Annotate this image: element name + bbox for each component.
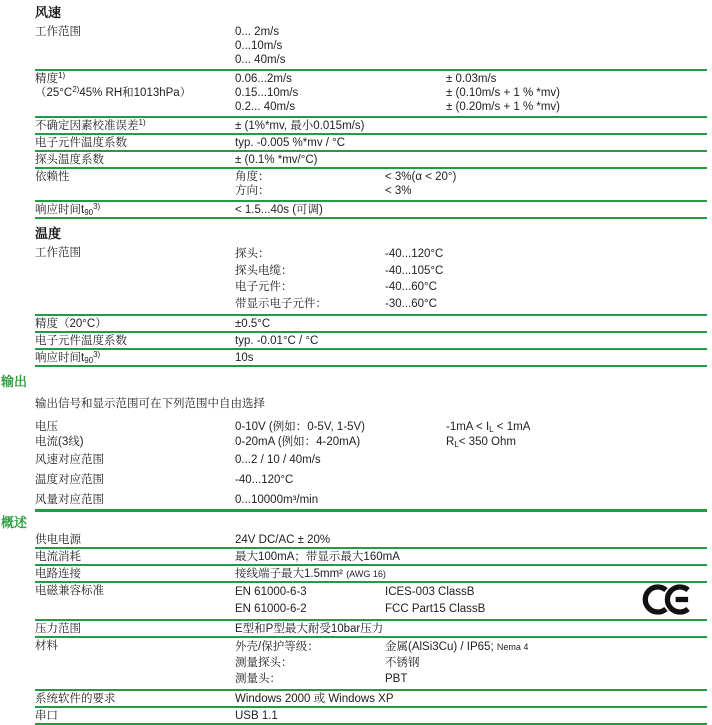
sub-value: 不锈钢 [385, 657, 420, 669]
sub-row [235, 263, 707, 280]
footnote-marker: 2) [72, 85, 80, 94]
spec-row-uncertainty [35, 118, 707, 135]
row-value: ± (0.1% *mv/°C) [235, 153, 318, 166]
row-value: -40...120°C [235, 474, 294, 486]
sub-value: -40...60°C [385, 281, 437, 293]
sub-value: -30...60°C [385, 297, 437, 310]
spec-row-response-time [35, 202, 707, 219]
subscript: 90 [84, 207, 94, 217]
spec-row-serial-port [35, 708, 707, 725]
row-label: 依赖性 [35, 171, 70, 183]
row-label: 电子元件温度系数 [35, 136, 127, 149]
sub-label: 带显示电子元件： [235, 297, 327, 310]
row-values [235, 584, 707, 617]
row-value: 24V DC/AC ± 20% [235, 533, 331, 546]
value-line: 0.2... 40m/s [235, 101, 296, 113]
row-label: 响应时间$t_{90}^{3)}$ [35, 349, 101, 365]
sub-value: < 3%(α < 20°) [385, 171, 457, 183]
sub-row [235, 184, 707, 198]
row-label: 电流(3线) [35, 435, 84, 448]
spec-row-temp-map-range [35, 469, 707, 489]
spec-row-power-supply [35, 532, 707, 549]
subscript: 90 [84, 355, 94, 365]
nema-note: Nema 4 [496, 642, 529, 652]
sub-row [235, 246, 707, 263]
sub-row [235, 639, 707, 655]
row-label: 电路连接 [35, 567, 81, 580]
row-label: 电流消耗 [35, 550, 81, 563]
emc-standard: EN 61000-6-2 [235, 602, 307, 615]
row-value: typ. -0.01°C / °C [235, 334, 319, 347]
section-title-general: 概述 [1, 515, 28, 530]
subscript: L [454, 439, 459, 449]
row-value: typ. -0.005 %*mv / °C [235, 136, 346, 149]
row-label: 材料 [35, 640, 58, 652]
spec-row-probe-tempco [35, 152, 707, 169]
spec-row-voltage [35, 419, 707, 434]
row-label: 不确定因素校准误差$^{1)}$ [35, 117, 146, 132]
spec-row-pressure [35, 621, 707, 638]
row-label: 串口 [35, 709, 58, 722]
row-label: 工作范围 [35, 247, 81, 259]
section-title-output: 输出 [1, 374, 28, 389]
sub-label: 探头： [235, 248, 270, 260]
spec-row-wind-range [35, 24, 707, 71]
row-label: 电磁兼容标准 [35, 585, 104, 597]
row-note: $R_L< 350$ Ohm [446, 435, 516, 449]
sub-value: 金属(AlSi3Cu) / IP65; Nema 4 [385, 641, 529, 653]
note-line: ± (0.20m/s + 1 % *mv) [446, 101, 560, 113]
row-note: $-1mA < I_L < 1mA$ [446, 420, 531, 434]
row-values [235, 72, 446, 114]
sub-value: -40...105°C [385, 264, 444, 277]
sub-value: -40...120°C [385, 248, 444, 260]
spec-row-software [35, 691, 707, 708]
row-value: ± (1%*mv, 最小0.015m/s) [235, 119, 365, 132]
row-values [235, 170, 707, 198]
row-label: 供电电源 [35, 533, 81, 546]
row-value: 10s [235, 351, 254, 364]
spec-row-temp-response [35, 350, 707, 367]
spec-row-elec-tempco [35, 135, 707, 152]
sub-label: 角度： [235, 171, 270, 183]
row-label: 压力范围 [35, 622, 81, 635]
sub-row [235, 584, 707, 601]
sub-label: 探头电缆： [235, 264, 293, 277]
subscript: L [489, 424, 494, 434]
footnote-marker: 1) [138, 117, 146, 127]
spec-row-temp-tempco [35, 333, 707, 350]
spec-row-emc [35, 583, 707, 621]
label-line: 精度$^{1)}$ [35, 71, 66, 85]
value-line: 0... 40m/s [235, 54, 286, 66]
row-notes [446, 72, 707, 114]
row-label: 风量对应范围 [35, 494, 104, 506]
value-line: 0... 2m/s [235, 26, 280, 38]
row-values [235, 246, 707, 312]
ce-mark-icon [641, 584, 691, 619]
note-line: ± (0.10m/s + 1 % *mv) [446, 87, 560, 99]
spec-row-wiring [35, 566, 707, 583]
row-label: 系统软件的要求 [35, 692, 116, 705]
value-line: 0.15...10m/s [235, 87, 299, 99]
sub-value: < 3% [385, 185, 412, 197]
row-value: 最大100mA；带显示最大160mA [235, 550, 400, 563]
spec-row-wind-accuracy [35, 71, 707, 118]
sub-row [235, 279, 707, 296]
row-label: 精度（20°C） [35, 317, 107, 330]
row-value: 0...10000m³/min [235, 494, 319, 506]
row-value: ±0.5°C [235, 317, 271, 330]
emc-standard-note: ICES-003 ClassB [385, 586, 475, 598]
footnote-marker: 3) [93, 349, 101, 359]
row-label: 风速对应范围 [35, 454, 104, 466]
spec-row-current [35, 434, 707, 449]
row-value: 0-20mA (例如：4-20mA) [235, 435, 361, 448]
spec-row-flow-map-range [35, 489, 707, 512]
row-label: 响应时间$t_{90}^{3)}$ [35, 201, 101, 217]
row-label: 温度对应范围 [35, 474, 104, 486]
row-label: 电子元件温度系数 [35, 334, 127, 347]
sub-row [235, 655, 707, 671]
row-value: 接线端子最大1.5mm² (AWG 16) [235, 567, 386, 580]
row-value: Windows 2000 或 Windows XP [235, 692, 394, 705]
sub-row [235, 601, 707, 618]
sub-label: 测量头： [235, 673, 281, 685]
sub-label: 外壳/保护等级： [235, 641, 319, 653]
wiring-awg-note: (AWG 16) [346, 568, 386, 579]
section-title-wind-speed: 风速 [35, 5, 62, 20]
row-value: USB 1.1 [235, 709, 278, 722]
spec-row-dependency [35, 169, 707, 202]
emc-standard-note: FCC Part15 ClassB [385, 602, 486, 615]
sub-label: 方向： [235, 185, 270, 197]
row-value: < 1.5...40s (可调) [235, 203, 323, 216]
output-intro-text: 输出信号和显示范围可在下列范围中自由选择 [35, 398, 265, 410]
row-label: 电压 [35, 420, 58, 433]
note-line: ± 0.03m/s [446, 73, 497, 85]
sub-value: PBT [385, 673, 408, 685]
sub-label: 测量探头： [235, 657, 293, 669]
section-title-temperature: 温度 [35, 226, 62, 241]
sub-row [235, 671, 707, 687]
spec-row-temp-range [35, 245, 707, 316]
row-label [35, 72, 235, 100]
row-label: 探头温度系数 [35, 153, 104, 166]
sub-row [235, 296, 707, 313]
footnote-marker: 1) [58, 71, 66, 80]
sub-label: 电子元件： [235, 281, 293, 293]
row-value: 0...2 / 10 / 40m/s [235, 454, 321, 466]
row-values [235, 639, 707, 687]
spec-row-current-consumption [35, 549, 707, 566]
spec-row-temp-accuracy [35, 316, 707, 333]
row-value: E型和P型最大耐受10bar压力 [235, 622, 384, 635]
value-line: 0...10m/s [235, 40, 283, 52]
label-line: （$25^\circ C^{2)}45\%$ RH和1013hPa） [35, 85, 192, 99]
value-line: 0.06...2m/s [235, 73, 292, 85]
sub-row [235, 170, 707, 184]
row-values [235, 25, 446, 67]
emc-standard: EN 61000-6-3 [235, 586, 307, 598]
spec-row-material [35, 638, 707, 691]
spec-row-wind-map-range [35, 449, 707, 469]
row-value: 0-10V (例如：0-5V, 1-5V) [235, 420, 365, 433]
row-label: 工作范围 [35, 26, 81, 38]
footnote-marker: 3) [93, 201, 101, 211]
